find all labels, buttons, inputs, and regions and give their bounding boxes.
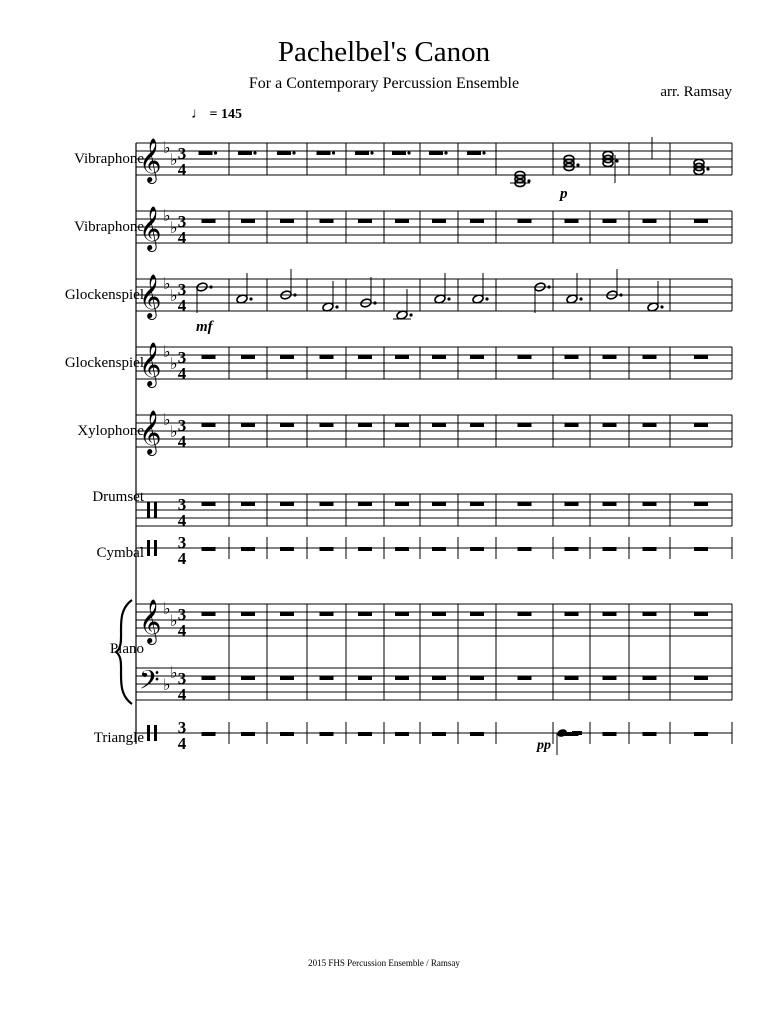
whole-rest-icon <box>565 547 579 551</box>
whole-rest-icon <box>432 219 446 223</box>
whole-rest-icon <box>470 612 484 616</box>
whole-rest-icon <box>395 612 409 616</box>
treble-clef-icon: 𝄞 <box>139 410 162 454</box>
dot <box>293 293 296 296</box>
score-subtitle: For a Contemporary Percussion Ensemble <box>248 75 520 92</box>
whole-rest-icon <box>470 676 484 680</box>
treble-clef-icon: 𝄞 <box>139 274 162 318</box>
instrument-label-triangle: Triangle <box>93 730 144 746</box>
whole-rest-icon <box>280 219 294 223</box>
whole-rest-icon <box>320 219 334 223</box>
whole-rest-icon <box>429 151 443 155</box>
whole-rest-icon <box>565 676 579 680</box>
whole-rest-icon <box>241 502 255 506</box>
whole-rest-icon <box>241 355 255 359</box>
dot <box>249 297 252 300</box>
whole-rest-icon <box>643 355 657 359</box>
dot <box>706 167 709 170</box>
dot <box>615 159 618 162</box>
dot <box>447 297 450 300</box>
instrument-label-glockenspiel-2: Glockenspiel <box>64 355 144 371</box>
flat-icon: ♭ <box>163 206 171 225</box>
whole-rest-icon <box>241 423 255 427</box>
flat-icon: ♭ <box>170 150 178 169</box>
whole-rest-icon <box>432 676 446 680</box>
dynamic-pp: pp <box>537 738 551 753</box>
whole-rest-icon <box>518 612 532 616</box>
flat-icon: ♭ <box>170 218 178 237</box>
dot <box>576 163 579 166</box>
whole-rest-icon <box>470 219 484 223</box>
dot <box>444 151 447 154</box>
dot <box>407 151 410 154</box>
instrument-label-vibraphone-2: Vibraphone <box>74 219 144 235</box>
whole-rest-icon <box>202 423 216 427</box>
dot <box>332 151 335 154</box>
dot <box>335 305 338 308</box>
whole-rest-icon <box>518 502 532 506</box>
piano-brace-icon <box>116 600 132 704</box>
whole-rest-icon <box>202 732 216 736</box>
whole-rest-icon <box>241 676 255 680</box>
flat-icon: ♭ <box>170 422 178 441</box>
whole-rest-icon <box>280 502 294 506</box>
whole-rest-icon <box>518 547 532 551</box>
whole-rest-icon <box>241 732 255 736</box>
time-signature-bottom: 4 <box>177 432 187 451</box>
time-signature-bottom: 4 <box>177 160 187 179</box>
whole-rest-icon <box>320 547 334 551</box>
page-footer: 2015 FHS Percussion Ensemble / Ramsay <box>308 958 460 968</box>
time-signature-top: 3 <box>177 144 187 163</box>
whole-rest-icon <box>603 676 617 680</box>
whole-rest-icon <box>643 423 657 427</box>
whole-rest-icon <box>358 355 372 359</box>
whole-rest-icon <box>603 547 617 551</box>
whole-rest-icon <box>470 355 484 359</box>
whole-rest-icon <box>432 355 446 359</box>
bass-clef-icon: 𝄢 <box>139 664 160 702</box>
whole-rest-icon <box>358 732 372 736</box>
whole-rest-icon <box>470 547 484 551</box>
whole-rest-icon <box>199 151 213 155</box>
time-signature-bottom: 4 <box>177 228 187 247</box>
whole-rest-icon <box>395 547 409 551</box>
time-signature-bottom: 4 <box>177 685 187 704</box>
dot <box>409 313 412 316</box>
flat-icon: ♭ <box>170 663 178 682</box>
whole-rest-icon <box>603 502 617 506</box>
dot <box>253 151 256 154</box>
time-signature-bottom: 4 <box>177 734 187 753</box>
whole-rest-icon <box>241 219 255 223</box>
whole-rest-icon <box>643 547 657 551</box>
treble-clef-icon: 𝄞 <box>139 206 162 250</box>
flat-icon: ♭ <box>163 599 171 618</box>
flat-icon: ♭ <box>163 675 171 694</box>
whole-rest-icon <box>202 355 216 359</box>
whole-rest-icon <box>643 219 657 223</box>
whole-rest-icon <box>694 612 708 616</box>
time-signature-top: 3 <box>177 533 187 552</box>
treble-clef-icon: 𝄞 <box>139 599 162 643</box>
whole-rest-icon <box>280 612 294 616</box>
time-signature-bottom: 4 <box>177 621 187 640</box>
time-signature-top: 3 <box>177 212 187 231</box>
whole-rest-icon <box>694 676 708 680</box>
whole-rest-icon <box>358 612 372 616</box>
dot <box>370 151 373 154</box>
instrument-label-drumset: Drumset <box>92 489 144 505</box>
flat-icon: ♭ <box>170 354 178 373</box>
treble-clef-icon: 𝄞 <box>139 342 162 386</box>
dot <box>619 293 622 296</box>
whole-rest-icon <box>392 151 406 155</box>
dot <box>527 179 530 182</box>
whole-rest-icon <box>320 732 334 736</box>
dot <box>660 305 663 308</box>
whole-rest-icon <box>694 355 708 359</box>
whole-rest-icon <box>603 355 617 359</box>
whole-rest-icon <box>470 423 484 427</box>
percussion-clef-icon <box>147 540 150 556</box>
whole-rest-icon <box>320 502 334 506</box>
time-signature-top: 3 <box>177 348 187 367</box>
instrument-label-cymbal: Cymbal <box>96 545 144 561</box>
whole-rest-icon <box>565 423 579 427</box>
whole-rest-icon <box>518 423 532 427</box>
whole-rest-icon <box>643 732 657 736</box>
flat-icon: ♭ <box>163 342 171 361</box>
whole-rest-icon <box>467 151 481 155</box>
whole-rest-icon <box>694 502 708 506</box>
whole-rest-icon <box>694 547 708 551</box>
whole-rest-icon <box>694 423 708 427</box>
whole-rest-icon <box>432 547 446 551</box>
whole-rest-icon <box>565 732 579 736</box>
flat-icon: ♭ <box>163 274 171 293</box>
whole-rest-icon <box>202 676 216 680</box>
whole-rest-icon <box>603 732 617 736</box>
whole-rest-icon <box>358 676 372 680</box>
whole-rest-icon <box>317 151 331 155</box>
whole-rest-icon <box>603 423 617 427</box>
whole-rest-icon <box>432 423 446 427</box>
whole-rest-icon <box>280 732 294 736</box>
whole-rest-icon <box>432 502 446 506</box>
whole-rest-icon <box>280 355 294 359</box>
time-signature-bottom: 4 <box>177 364 187 383</box>
tempo-value: = 145 <box>209 107 242 122</box>
whole-rest-icon <box>643 676 657 680</box>
whole-rest-icon <box>518 219 532 223</box>
whole-rest-icon <box>603 219 617 223</box>
instrument-label-glockenspiel-1: Glockenspiel <box>64 287 144 303</box>
whole-rest-icon <box>280 676 294 680</box>
whole-rest-icon <box>565 612 579 616</box>
dot <box>209 285 212 288</box>
flat-icon: ♭ <box>170 611 178 630</box>
whole-rest-icon <box>518 676 532 680</box>
flat-icon: ♭ <box>163 138 171 157</box>
flat-icon: ♭ <box>163 410 171 429</box>
time-signature-top: 3 <box>177 718 187 737</box>
whole-rest-icon <box>202 547 216 551</box>
whole-rest-icon <box>643 612 657 616</box>
time-signature-bottom: 4 <box>177 296 187 315</box>
whole-rest-icon <box>395 219 409 223</box>
whole-rest-icon <box>320 612 334 616</box>
whole-rest-icon <box>694 732 708 736</box>
whole-rest-icon <box>432 612 446 616</box>
percussion-clef-icon <box>147 502 150 518</box>
time-signature-top: 3 <box>177 605 187 624</box>
instrument-label-xylophone: Xylophone <box>77 423 144 439</box>
instrument-label-piano: Piano <box>109 641 144 657</box>
whole-rest-icon <box>565 355 579 359</box>
whole-rest-icon <box>395 502 409 506</box>
instrument-label-vibraphone-1: Vibraphone <box>74 151 144 167</box>
whole-rest-icon <box>565 502 579 506</box>
whole-rest-icon <box>470 732 484 736</box>
whole-rest-icon <box>565 219 579 223</box>
whole-rest-icon <box>358 219 372 223</box>
dot <box>547 285 550 288</box>
dot <box>579 297 582 300</box>
whole-rest-icon <box>355 151 369 155</box>
time-signature-top: 3 <box>177 416 187 435</box>
flat-icon: ♭ <box>170 286 178 305</box>
whole-rest-icon <box>395 732 409 736</box>
dot <box>485 297 488 300</box>
whole-rest-icon <box>202 502 216 506</box>
whole-rest-icon <box>395 423 409 427</box>
time-signature-top: 3 <box>177 495 187 514</box>
whole-rest-icon <box>358 423 372 427</box>
whole-rest-icon <box>241 612 255 616</box>
whole-rest-icon <box>643 502 657 506</box>
whole-rest-icon <box>358 502 372 506</box>
whole-rest-icon <box>280 547 294 551</box>
percussion-clef-icon <box>154 540 157 556</box>
dot <box>373 301 376 304</box>
time-signature-top: 3 <box>177 280 187 299</box>
percussion-clef-icon <box>147 725 150 741</box>
whole-rest-icon <box>470 502 484 506</box>
time-signature-bottom: 4 <box>177 549 187 568</box>
whole-rest-icon <box>320 355 334 359</box>
dot <box>482 151 485 154</box>
treble-clef-icon: 𝄞 <box>139 138 162 182</box>
time-signature-top: 3 <box>177 669 187 688</box>
whole-rest-icon <box>694 219 708 223</box>
whole-rest-icon <box>432 732 446 736</box>
whole-rest-icon <box>202 612 216 616</box>
dot <box>292 151 295 154</box>
dynamic-mf: mf <box>196 319 213 335</box>
whole-rest-icon <box>202 219 216 223</box>
whole-rest-icon <box>241 547 255 551</box>
whole-rest-icon <box>238 151 252 155</box>
whole-rest-icon <box>320 423 334 427</box>
whole-rest-icon <box>395 355 409 359</box>
dot <box>214 151 217 154</box>
score-title: Pachelbel's Canon <box>277 36 491 68</box>
whole-rest-icon <box>358 547 372 551</box>
dynamic-p: p <box>560 186 568 202</box>
whole-rest-icon <box>277 151 291 155</box>
whole-rest-icon <box>320 676 334 680</box>
arranger-credit: arr. Ramsay <box>660 84 732 100</box>
whole-rest-icon <box>395 676 409 680</box>
percussion-clef-icon <box>154 502 157 518</box>
percussion-clef-icon <box>154 725 157 741</box>
time-signature-bottom: 4 <box>177 511 187 530</box>
quarter-note-icon: ♩ <box>191 106 206 122</box>
whole-rest-icon <box>603 612 617 616</box>
whole-rest-icon <box>280 423 294 427</box>
whole-rest-icon <box>518 355 532 359</box>
